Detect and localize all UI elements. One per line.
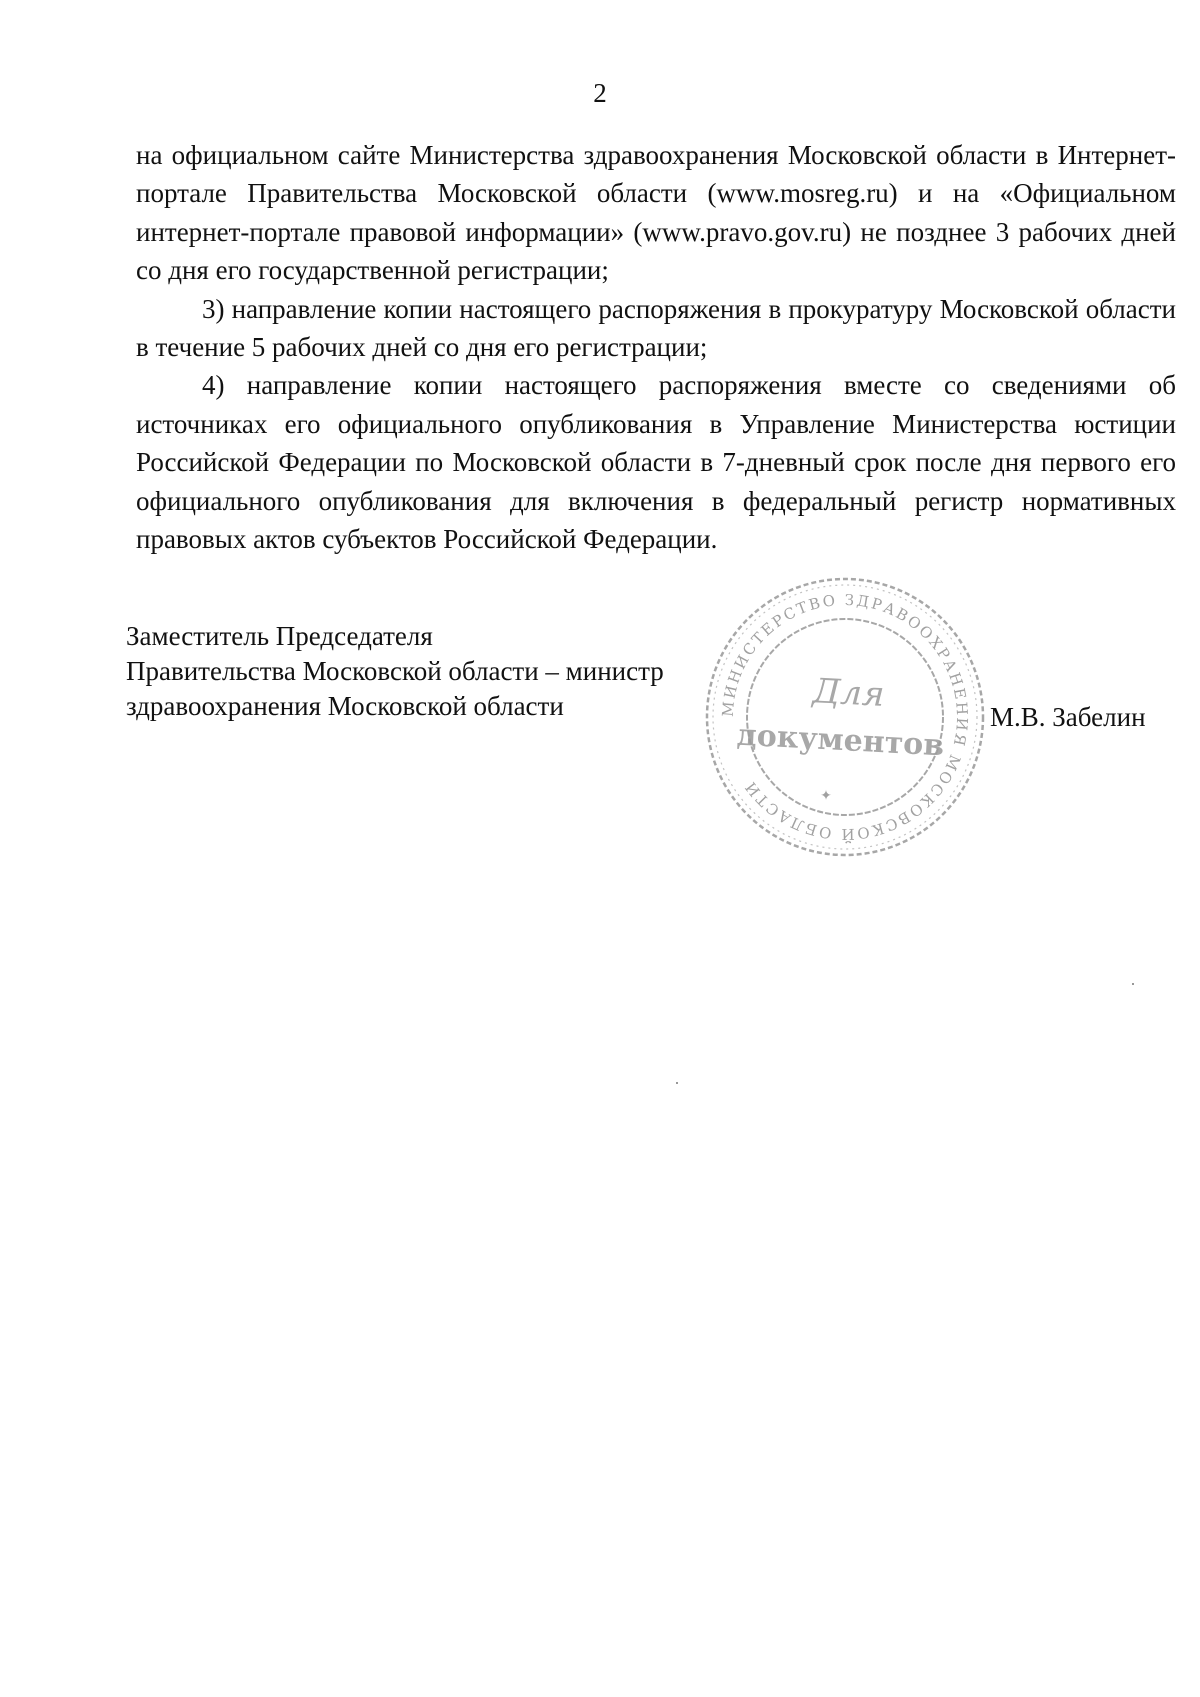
text-line: об источниках его официального опубликования в Управление Министерства (136, 370, 1176, 439)
position-line: здравоохранения Московской области (126, 691, 564, 721)
paragraph-item-3 (136, 290, 1176, 367)
stamp-ring-text: МИНИСТЕРСТВО ЗДРАВООХРАНЕНИЯ МОСКОВСКОЙ ОБЛАСТИ (718, 590, 972, 844)
stamp-outer-ring (707, 579, 983, 855)
scan-speck (1132, 983, 1134, 985)
stamp-outer-ring-2 (713, 585, 977, 849)
text-line: области в течение 5 рабочих дней со дня его регистрации; (136, 293, 1176, 363)
text-line: дня первого его официального опубликования для включения в федеральный (136, 447, 1177, 516)
text-line: регистр нормативных правовых актов субъектов Российской Федерации. (136, 485, 1177, 555)
stamp-center-text-bottom: документов (736, 717, 945, 764)
page-number: 2 (593, 78, 607, 108)
stamp-center-text-top: Для (811, 671, 886, 715)
text-line: 3) направление копии настоящего распоряжения в прокуратуру Московской (202, 293, 1079, 324)
text-line: юстиции Российской Федерации по Московской области в 7-дневный срок после (136, 408, 1176, 478)
text-line: не позднее 3 рабочих дней со дня его государственной регистрации; (136, 216, 1176, 286)
official-stamp (700, 572, 990, 862)
paragraph-item-4 (136, 366, 1176, 558)
scan-speck (676, 1082, 678, 1084)
text-line: на официальном сайте Министерства здравоохранения Московской области (136, 140, 1027, 170)
text-line: в Интернет-портале Правительства Московской области (www.mosreg.ru) (136, 140, 1177, 209)
text-line: и на «Официальном интернет-портале правовой информации» (www.pravo.gov.ru) (136, 178, 1177, 247)
position-line: Правительства Московской области – министр (126, 656, 664, 686)
text-line: 4) направление копии настоящего распоряжения вместе со сведениями (202, 370, 1127, 401)
signatory-position (126, 619, 664, 724)
signatory-name: М.В. Забелин (990, 702, 1146, 732)
stamp-inner-ring (747, 619, 943, 815)
document-body (136, 136, 1176, 558)
paragraph-publication (136, 136, 1176, 290)
stamp-star-icon: ✦ (820, 788, 832, 804)
position-line: Заместитель Председателя (126, 621, 433, 651)
